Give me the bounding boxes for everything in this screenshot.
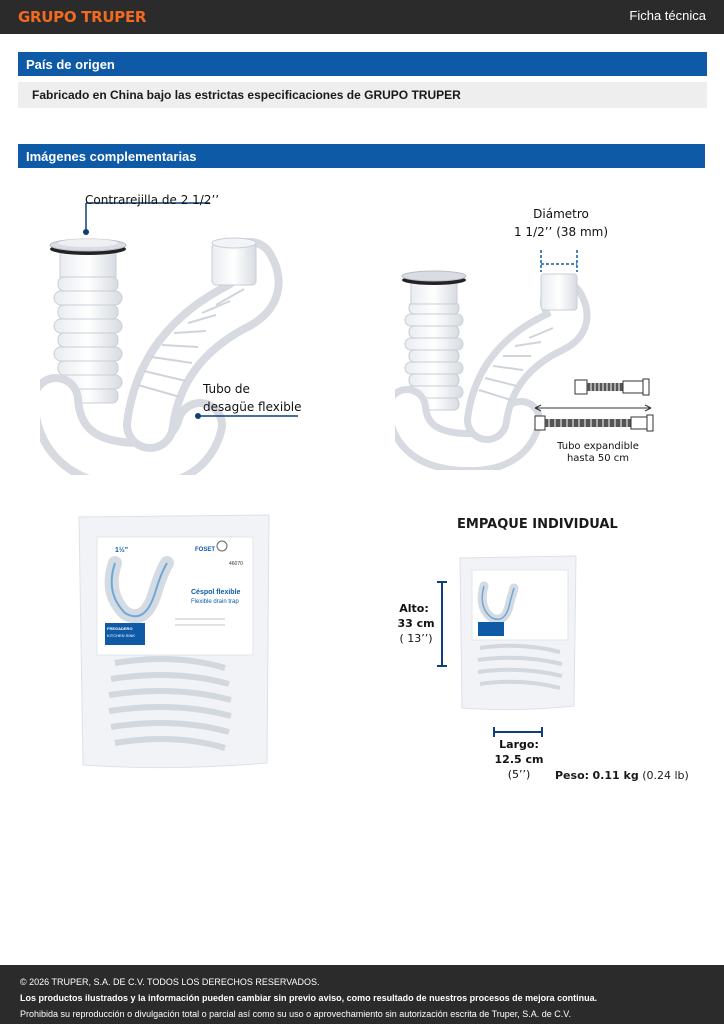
diameter-label: Diámetro [533, 207, 589, 221]
length-inches: (5’’) [507, 768, 531, 781]
strainer-callout: Contrarejilla de 2 1/2’’ [85, 193, 220, 207]
package-code: 46070 [229, 561, 243, 567]
expandable-label-1: Tubo expandible [557, 441, 639, 452]
top-bar [0, 0, 724, 34]
packaging-dimension-illustration [430, 552, 590, 742]
weight-label: Peso: [555, 769, 590, 782]
package-badge-2: KITCHEN SINK [107, 633, 136, 638]
copyright: © 2026 TRUPER, S.A. DE C.V. TODOS LOS DERECHOS RESERVADOS. [20, 977, 320, 987]
drain-trap-illustration [40, 185, 310, 475]
package-photo [75, 513, 273, 771]
weight-value: 0.11 kg [592, 769, 639, 782]
package-size: 1½" [115, 547, 129, 554]
expandable-label-2: hasta 50 cm [566, 453, 630, 464]
origin-text: Fabricado en China bajo las estrictas especificaciones de GRUPO TRUPER [18, 82, 707, 108]
weight-alt: (0.24 lb) [642, 769, 689, 782]
package-subtitle: Flexible drain trap [191, 599, 239, 605]
height-inches: ( 13’’) [399, 632, 433, 645]
length-label: Largo: [499, 738, 539, 751]
document-type: Ficha técnica [629, 8, 706, 23]
height-label: Alto: [399, 602, 429, 615]
packaging-title: EMPAQUE INDIVIDUAL [457, 517, 618, 532]
height-value: 33 cm [397, 617, 435, 630]
origin-heading: País de origen [18, 52, 707, 76]
diameter-illustration [395, 240, 665, 470]
weight-info [555, 769, 689, 782]
diameter-value: 1 1/2’’ (38 mm) [513, 225, 609, 239]
tube-callout-line1: Tubo de [203, 382, 250, 396]
tube-callout-line2: desagüe flexible [203, 400, 302, 414]
footer [0, 965, 724, 1024]
package-brand: FOSET [195, 547, 216, 553]
brand-logo: GRUPO TRUPER [18, 8, 147, 26]
package-title: Céspol flexible [191, 589, 241, 596]
reproduction-notice: Prohibida su reproducción o divulgación total o parcial así como su uso o aprovechamiento sin autorización escrita de Truper, S.A. de C.V. [20, 1009, 571, 1019]
images-heading: Imágenes complementarias [18, 144, 705, 168]
package-badge-1: FREGADERO [107, 626, 133, 631]
length-value: 12.5 cm [494, 753, 544, 766]
disclaimer: Los productos ilustrados y la información pueden cambiar sin previo aviso, como resultado de nuestros procesos de mejora continua. [20, 993, 598, 1003]
